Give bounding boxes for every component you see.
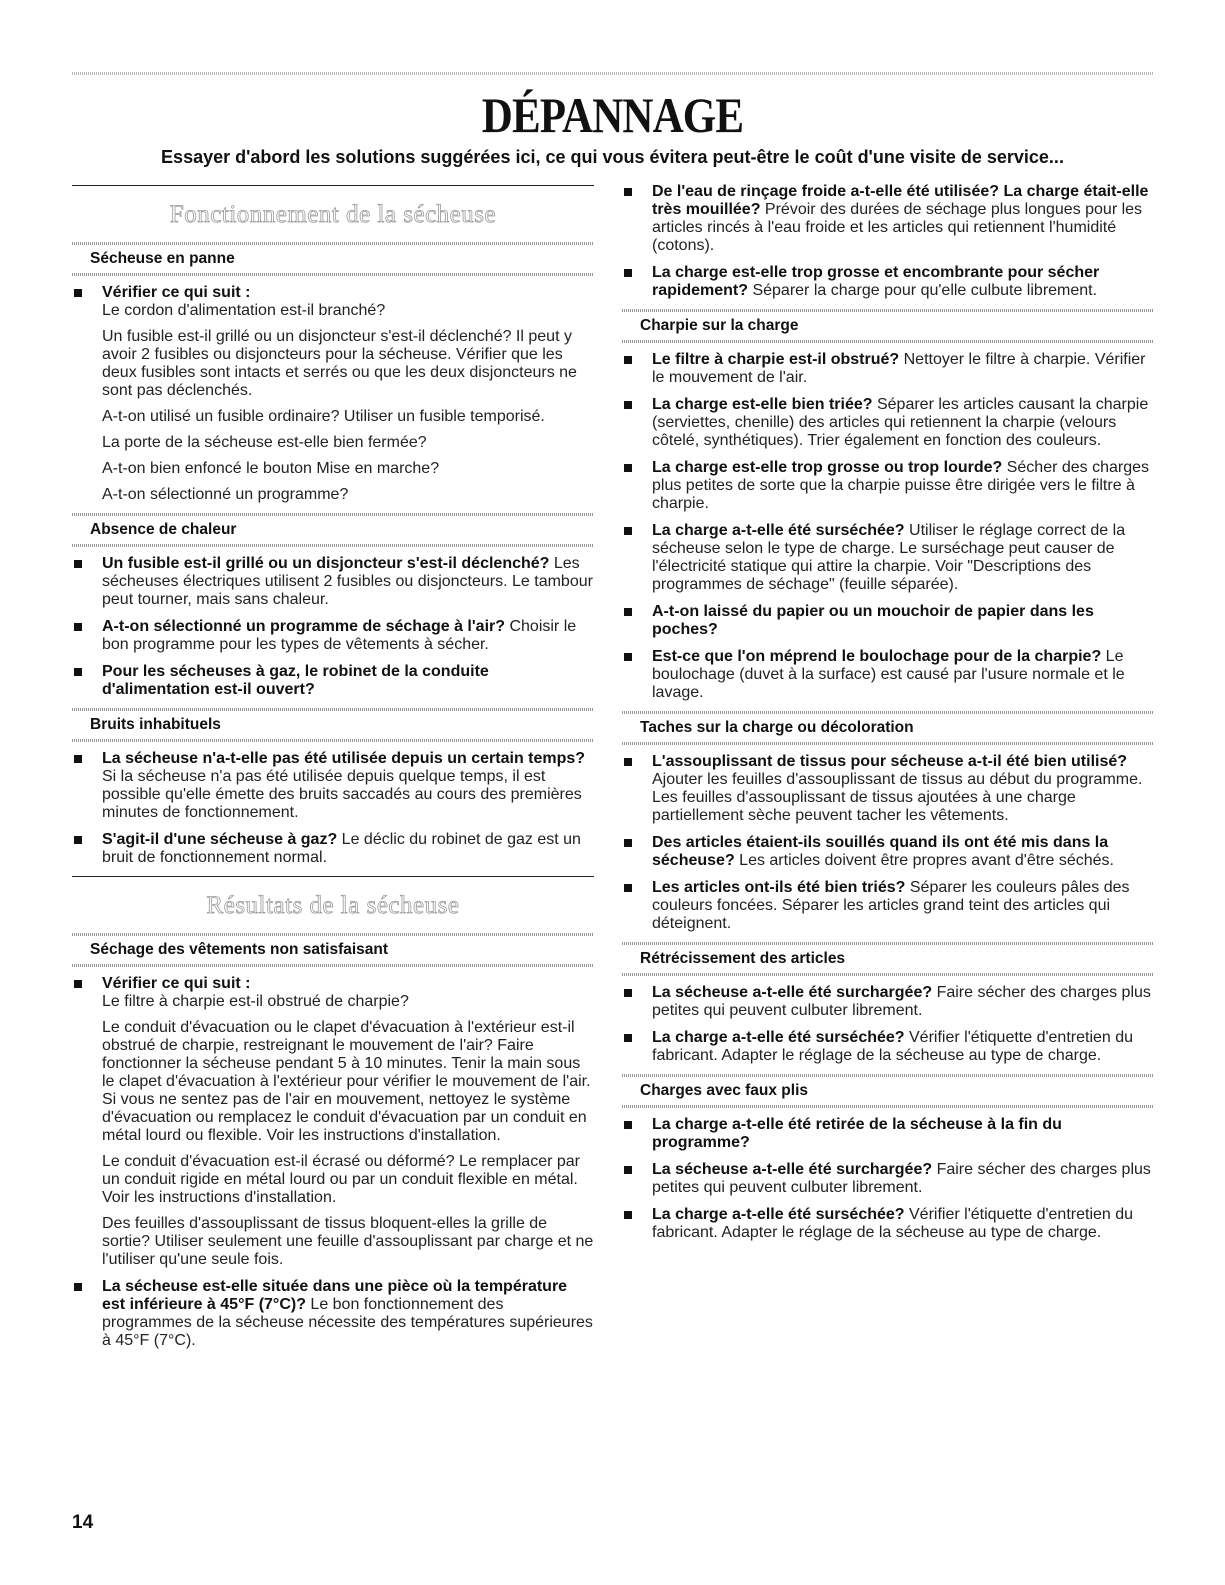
bullet-icon <box>624 839 632 847</box>
list-item: Des articles étaient-ils souillés quand ils ont été mis dans la sécheuse? Les articles doivent être propres avant d'être séchés. <box>622 834 1154 870</box>
section-title-resultats: Résultats de la sécheuse <box>206 892 460 919</box>
list-item: A-t-on laissé du papier ou un mouchoir de papier dans les poches? <box>622 603 1154 639</box>
dotted-rule <box>72 544 594 547</box>
list-item: Est-ce que l'on méprend le boulochage pour de la charpie? Le boulochage (duvet à la surface) est causé par l'usure normale et le lavage. <box>622 648 1154 702</box>
page-number: 14 <box>72 1512 94 1533</box>
list-item: La charge est-elle trop grosse ou trop lourde? Sécher des charges plus petites de sorte que la charpie puisse être dirigée vers le filtre à charpie. <box>622 459 1154 513</box>
subheading-secheuse-en-panne: Sécheuse en panne <box>90 250 235 267</box>
list-absence-de-chaleur <box>72 555 594 699</box>
list-item: Le filtre à charpie est-il obstrué? Nettoyer le filtre à charpie. Vérifier le mouvement de l'air. <box>622 351 1154 387</box>
section-title-fonctionnement: Fonctionnement de la sécheuse <box>169 201 497 228</box>
bullet-icon <box>624 527 632 535</box>
list-retrecissement <box>622 984 1154 1065</box>
page-title: DÉPANNAGE <box>481 87 744 143</box>
dotted-rule <box>622 742 1154 745</box>
bullet-icon <box>624 401 632 409</box>
list-item: De l'eau de rinçage froide a-t-elle été utilisée? La charge était-elle très mouillée? Prévoir des durées de séchage plus longues pour les articles rincés à l'eau froide et les articles qui retiennent l'humidité (cotons). <box>622 183 1154 255</box>
page-subtitle: Essayer d'abord les solutions suggérées ici, ce qui vous évitera peut-être le coût d'une visite de service... <box>161 147 1064 167</box>
bullet-icon <box>74 836 82 844</box>
right-column <box>622 183 1154 1251</box>
list-item: Pour les sécheuses à gaz, le robinet de la conduite d'alimentation est-il ouvert? <box>72 663 594 699</box>
top-dotted-rule <box>72 72 1153 75</box>
subheading-retrecissement: Rétrécissement des articles <box>640 950 846 967</box>
bullet-icon <box>624 464 632 472</box>
list-item: Les articles ont-ils été bien triés? Séparer les couleurs pâles des couleurs foncées. Séparer les articles grand teint des articles qui déteignent. <box>622 879 1154 933</box>
subheading-absence-de-chaleur: Absence de chaleur <box>90 521 237 538</box>
list-item: A-t-on sélectionné un programme de séchage à l'air? Choisir le bon programme pour les types de vêtements à sécher. <box>72 618 594 654</box>
bullet-icon <box>624 1166 632 1174</box>
list-item: La charge a-t-elle été surséchée? Utiliser le réglage correct de la sécheuse selon le type de charge. Le surséchage peut causer de l'électricité statique qui attire la charpie. Voir "Descriptions des programmes de séchage" (feuille séparée). <box>622 522 1154 594</box>
subheading-faux-plis: Charges avec faux plis <box>640 1082 808 1099</box>
list-item: Vérifier ce qui suit : Le cordon d'alimentation est-il branché? Un fusible est-il grillé ou un disjoncteur s'est-il déclenché? Il peut y avoir 2 fusibles ou disjoncteurs pour la sécheuse. Vérifier que les deux fusibles sont intacts et serrés ou que les deux disjoncteurs ne sont pas déclenchés. A-t-on utilisé un fusible ordinaire? Utiliser un fusible temporisé. La porte de la sécheuse est-elle bien fermée? A-t-on bien enfoncé le bouton Mise en marche? A-t-on sélectionné un programme? <box>72 284 594 504</box>
bullet-icon <box>74 560 82 568</box>
subheading-bruits-inhabituels: Bruits inhabituels <box>90 716 221 733</box>
list-sechage-non-satisfaisant-cont <box>622 183 1154 300</box>
dotted-rule <box>72 964 594 967</box>
list-item: La charge est-elle bien triée? Séparer les articles causant la charpie (serviettes, chenille) des articles qui retiennent la charpie (velours côtelé, synthétiques). Trier également en fonction des couleurs. <box>622 396 1154 450</box>
list-bruits-inhabituels <box>72 750 594 867</box>
section-rule <box>72 185 594 186</box>
bullet-icon <box>624 1211 632 1219</box>
subheading-sechage-non-satisfaisant: Séchage des vêtements non satisfaisant <box>90 941 389 958</box>
bullet-icon <box>624 608 632 616</box>
dotted-rule <box>622 973 1154 976</box>
list-item: Vérifier ce qui suit : Le filtre à charpie est-il obstrué de charpie? Le conduit d'évacuation ou le clapet d'évacuation à l'extérieur est-il obstrué de charpie, restreignant le mouvement de l'air? Faire fonctionner la sécheuse pendant 5 à 10 minutes. Tenir la main sous le clapet d'évacuation à l'extérieur pour vérifier le mouvement de l'air. Si vous ne sentez pas de l'air en mouvement, nettoyez le système d'évacuation ou remplacez le conduit d'évacuation par un conduit en métal lourd ou flexible. Voir les instructions d'installation. Le conduit d'évacuation est-il écrasé ou déformé? Le remplacer par un conduit rigide en métal lourd ou par un conduit flexible en métal. Voir les instructions d'installation. Des feuilles d'assouplissant de tissus bloquent-elles la grille de sortie? Utiliser seulement une feuille d'assouplissant par charge et ne l'utiliser qu'une seule fois. <box>72 975 594 1269</box>
list-item: L'assouplissant de tissus pour sécheuse a-t-il été bien utilisé? Ajouter les feuilles d'assouplissant de tissus au début du programme. Les feuilles d'assouplissant de tissus ajoutées à une charge partiellement sèche peuvent tacher les vêtements. <box>622 753 1154 825</box>
bullet-icon <box>624 269 632 277</box>
bullet-icon <box>624 356 632 364</box>
list-item: La sécheuse est-elle située dans une pièce où la température est inférieure à 45°F (7°C)? Le bon fonctionnement des programmes de la sécheuse nécessite des températures supérieures à 45°F (7°C). <box>72 1278 594 1350</box>
subheading-charpie-sur-la-charge: Charpie sur la charge <box>640 317 799 334</box>
list-item: La sécheuse a-t-elle été surchargée? Faire sécher des charges plus petites qui peuvent culbuter librement. <box>622 984 1154 1020</box>
list-item: La charge est-elle trop grosse et encombrante pour sécher rapidement? Séparer la charge pour qu'elle culbute librement. <box>622 264 1154 300</box>
bullet-icon <box>74 623 82 631</box>
list-item: La charge a-t-elle été retirée de la sécheuse à la fin du programme? <box>622 1116 1154 1152</box>
section-rule <box>72 876 594 877</box>
bullet-icon <box>624 1034 632 1042</box>
dotted-rule <box>622 1105 1154 1108</box>
dotted-rule <box>622 340 1154 343</box>
list-item: La charge a-t-elle été surséchée? Vérifier l'étiquette d'entretien du fabricant. Adapter le réglage de la sécheuse au type de charge. <box>622 1029 1154 1065</box>
bullet-icon <box>74 289 82 297</box>
list-taches-decoloration <box>622 753 1154 933</box>
bullet-icon <box>74 1283 82 1291</box>
subheading-taches-decoloration: Taches sur la charge ou décoloration <box>640 719 914 736</box>
list-sechage-non-satisfaisant <box>72 975 594 1350</box>
bullet-icon <box>74 668 82 676</box>
bullet-icon <box>624 653 632 661</box>
list-faux-plis <box>622 1116 1154 1242</box>
bullet-icon <box>624 1121 632 1129</box>
bullet-icon <box>624 884 632 892</box>
dotted-rule <box>72 739 594 742</box>
list-charpie-sur-la-charge <box>622 351 1154 702</box>
bullet-icon <box>624 188 632 196</box>
list-item: La charge a-t-elle été surséchée? Vérifier l'étiquette d'entretien du fabricant. Adapter le réglage de la sécheuse au type de charge. <box>622 1206 1154 1242</box>
left-column <box>72 185 594 1359</box>
list-item: La sécheuse a-t-elle été surchargée? Faire sécher des charges plus petites qui peuvent culbuter librement. <box>622 1161 1154 1197</box>
bullet-icon <box>74 755 82 763</box>
bullet-icon <box>624 758 632 766</box>
list-item: Un fusible est-il grillé ou un disjoncteur s'est-il déclenché? Les sécheuses électriques utilisent 2 fusibles ou disjoncteurs. Le tambour peut tourner, mais sans chaleur. <box>72 555 594 609</box>
dotted-rule <box>72 273 594 276</box>
bullet-icon <box>74 980 82 988</box>
list-secheuse-en-panne <box>72 284 594 504</box>
bullet-icon <box>624 989 632 997</box>
list-item: La sécheuse n'a-t-elle pas été utilisée depuis un certain temps? Si la sécheuse n'a pas été utilisée depuis quelque temps, il est possible qu'elle émette des bruits saccadés au cours des premières minutes de fonctionnement. <box>72 750 594 822</box>
list-item: S'agit-il d'une sécheuse à gaz? Le déclic du robinet de gaz est un bruit de fonctionnement normal. <box>72 831 594 867</box>
